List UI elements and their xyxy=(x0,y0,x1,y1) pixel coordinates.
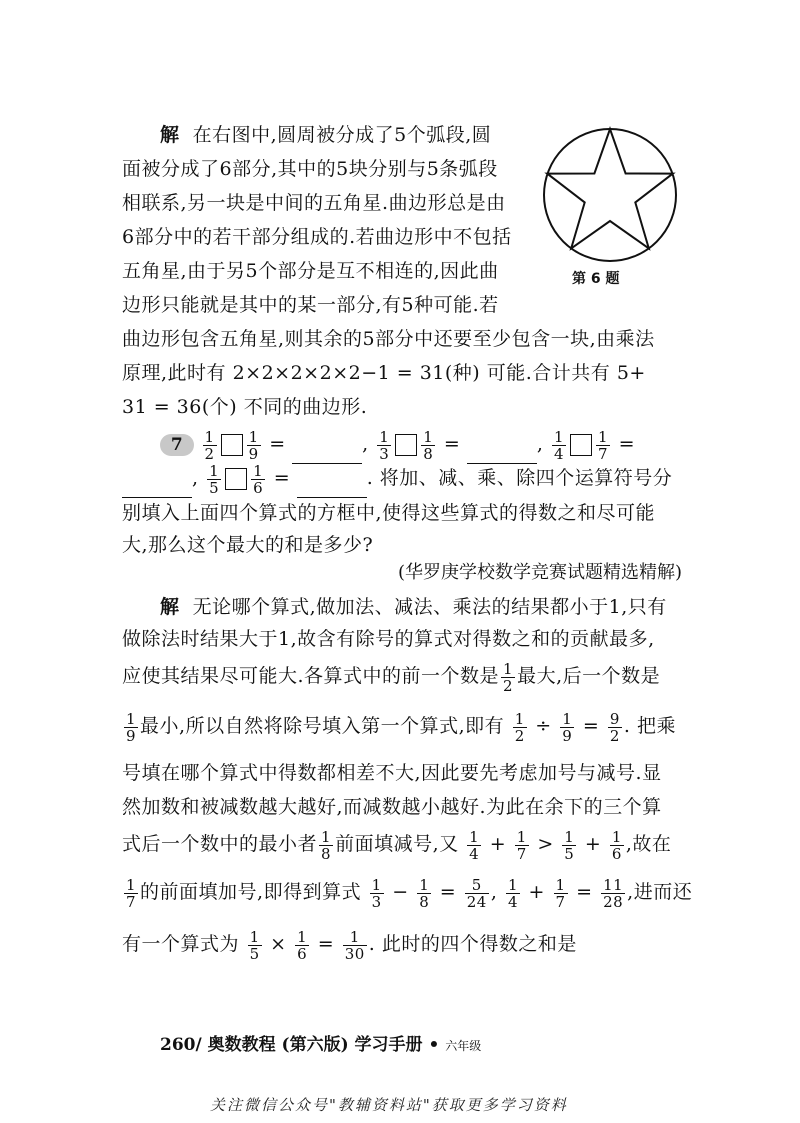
p1-line6: 边形只能就是其中的某一部分,有5种可能.若 xyxy=(122,294,499,316)
sol-line5: 号填在哪个算式中得数都相差不大,因此要先考虑加号与减号.显 xyxy=(122,762,662,784)
p1-line8: 原理,此时有 2×2×2×2×2−1 = 31(种) 可能.合计共有 5+ xyxy=(122,362,646,384)
q7-line2-tail: . 将加、减、乘、除四个运算符号分 xyxy=(366,467,673,489)
p1-line7: 曲边形包含五角星,则其余的5部分中还要至少包含一块,由乘法 xyxy=(122,328,655,350)
p1-line5: 五角星,由于另5个部分是互不相连的,因此曲 xyxy=(122,260,499,282)
sol-line6: 然加数和被减数越大越好,而减数越小越好.为此在余下的三个算 xyxy=(122,796,662,818)
answer-blank xyxy=(122,477,192,498)
answer-blank xyxy=(297,477,367,498)
figure-caption: 第 6 题 xyxy=(572,271,620,287)
p1-line1: 在右图中,圆周被分成了5个弧段,圆 xyxy=(192,124,492,146)
q7-line4: 大,那么这个最大的和是多少? xyxy=(122,534,374,556)
star-circle-figure xyxy=(540,125,680,265)
page-number: 260/ xyxy=(160,1035,202,1055)
problem-source: (华罗庚学校数学竞赛试题精选精解) xyxy=(398,562,683,583)
sol-line2: 做除法时结果大于1,故含有除号的算式对得数之和的贡献最多, xyxy=(122,628,655,650)
operator-box xyxy=(395,434,417,456)
operator-box xyxy=(225,468,247,490)
q7-line3: 别填入上面四个算式的方框中,使得这些算式的得数之和尽可能 xyxy=(122,502,656,524)
solution-label: 解 xyxy=(160,596,180,618)
p1-line3: 相联系,另一块是中间的五角星.曲边形总是由 xyxy=(122,192,506,214)
operator-box xyxy=(570,434,592,456)
grade-label: 六年级 xyxy=(445,1039,482,1053)
watermark-text: 关注微信公众号"教辅资料站"获取更多学习资料 xyxy=(210,1096,568,1114)
p1-line4: 6部分中的若干部分组成的.若曲边形中不包括 xyxy=(122,226,512,248)
solution-label: 解 xyxy=(160,124,180,146)
operator-box xyxy=(221,434,243,456)
problem-number-badge: 7 xyxy=(160,434,194,456)
p1-line2: 面被分成了6部分,其中的5块分别与5条弧段 xyxy=(122,158,498,180)
book-title: 奥数教程 (第六版) 学习手册 xyxy=(207,1035,423,1055)
p1-line9: 31 = 36(个) 不同的曲边形. xyxy=(122,396,368,418)
page-footer: 260/ 奥数教程 (第六版) 学习手册 • 六年级 xyxy=(160,1035,482,1055)
